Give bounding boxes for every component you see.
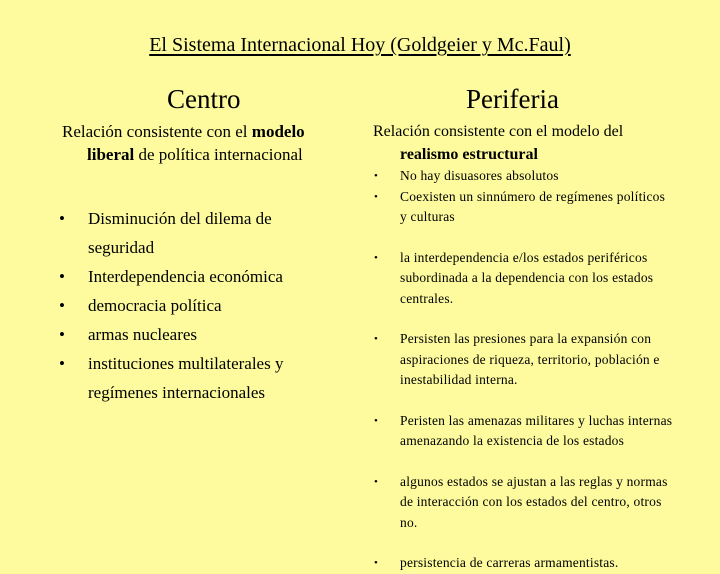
bullet-icon: • [374,475,379,488]
list-item: • Interdependencia económica [58,262,338,291]
list-item: • Disminución del dilema de seguridad [58,204,338,262]
list-item: • Persisten las presiones para la expansión con aspiraciones de riqueza, territorio, población e inestabilidad interna. [374,331,660,387]
bullet-icon: • [374,414,379,427]
bullet-icon: • [374,557,379,569]
list-item: • la interdependencia e/los estados periféricos subordinada a la dependencia con los estados centrales. [374,249,654,306]
list-item: • No hay disuasores absolutos [373,166,673,187]
bullet-icon: • [59,325,65,344]
bullet-icon: • [59,354,65,373]
bullet-icon: • [374,251,379,264]
list-item: • instituciones multilaterales y regímenes internacionales [58,349,338,407]
bullet-icon: • [59,296,65,315]
centro-intro-tail: de política internacional [134,145,303,164]
bullet-icon: • [374,170,379,182]
list-item: • algunos estados se ajustan a las reglas y normas de interacción con los estados del centro, otros no. [374,473,668,530]
list-item: • armas nucleares [58,320,338,349]
heading-centro: Centro [167,84,241,114]
centro-intro-bold-liberal: liberal [87,145,135,164]
bullet-icon: • [374,190,379,203]
centro-bullet-list [58,204,338,407]
bullet-icon: • [59,267,65,286]
centro-intro-text: Relación consistente con el [62,122,252,141]
list-item: • Coexisten un sinnúmero de regímenes políticos y culturas [374,188,666,224]
periferia-intro-bold: realismo estructural [400,146,538,163]
bullet-icon: • [59,209,65,228]
list-item: • persistencia de carreras armamentistas. [373,553,673,574]
slide-title: El Sistema Internacional Hoy (Goldgeier y Mc.Faul) [149,34,571,56]
centro-intro [62,120,362,166]
heading-periferia: Periferia [466,84,559,114]
centro-intro-bold-modelo: modelo [251,122,305,141]
periferia-intro [373,120,673,166]
periferia-intro-text: Relación consistente con el modelo del [373,123,624,140]
list-item: • Peristen las amenazas militares y luchas internas amenazando la existencia de los estados [374,412,673,448]
list-item: • democracia política [58,291,338,320]
periferia-bullet-list [373,166,673,574]
bullet-icon: • [374,333,379,345]
